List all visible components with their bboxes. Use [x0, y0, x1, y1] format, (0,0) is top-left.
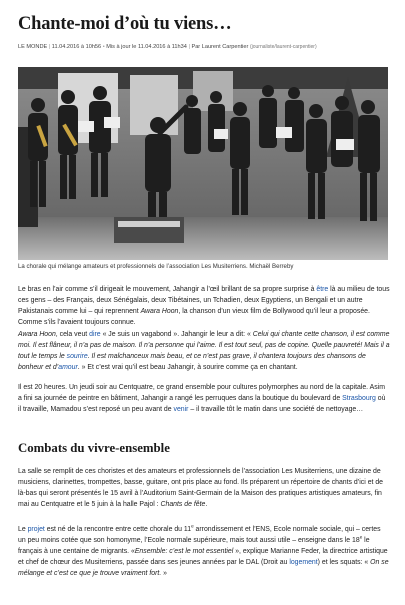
superscript: e — [359, 534, 363, 540]
text: , la chanson d’un vieux film de Bollywood qu’il leur a proposée. Comme s’ils l’avaient toujours connue. — [18, 308, 370, 326]
photo-caption: La chorale qui mélange amateurs et professionnels de l’association Les Musiterriens. Michaël Berreby — [18, 263, 294, 270]
quote: Ensemble: c’est le mot essentiel — [134, 548, 234, 555]
text: », explique Marianne Feder, la directrice artistique et chef de chœur des Musiterriens, passée dans ses jeunes années par le DAL (Droit au — [18, 548, 388, 566]
section-heading: Combats du vivre-ensemble — [18, 441, 170, 455]
text: . » Et c’est vrai qu’il est beau Jahangir, à sourire comme ça en chantant. — [77, 364, 298, 371]
text: est né de la rencontre entre cette chorale du 11 — [46, 526, 192, 533]
author-handle: (journaliste/laurent-carpentier) — [249, 44, 317, 50]
inline-link[interactable]: dire — [89, 331, 101, 338]
choir-photo — [18, 67, 388, 260]
inline-link[interactable]: être — [316, 286, 329, 293]
inline-link[interactable]: venir — [173, 406, 189, 413]
text: – il travaille tôt le matin dans une société de nettoyage… — [190, 406, 364, 413]
inline-link[interactable]: amour — [58, 364, 78, 371]
text: Le bras en l’air comme s’il dirigeait le mouvement, Jahangir a l’œil brillant de sa propre surprise à — [18, 286, 315, 293]
text: le français à une centaine de migrants. « — [18, 537, 370, 555]
inline-link[interactable]: Strasbourg — [342, 395, 376, 402]
text: « Je suis un vagabond ». Jahangir le leur a dit: « — [102, 331, 251, 338]
text: , cela veut — [55, 331, 88, 338]
article-title: Chante-moi d’où tu viens… — [18, 14, 232, 34]
text: arrondissement et l’ENS, Ecole normale sociale, qui – certes un peu moins cotée que son homonyme, l’Ecole normale supérieure, mais tout aussi utile – enseigne dans le 18 — [18, 526, 381, 544]
inline-link[interactable]: logement — [289, 559, 318, 566]
article-meta — [18, 44, 398, 50]
text: là au milieu de tous ces gens – des Français, deux Sénégalais, deux Tibétaines, un Tchadien, deux Egyptiens, un Bengali et un autre Pakistanais comme lui – qui reprennent — [18, 286, 390, 315]
event-title: Chants de fête — [160, 501, 206, 508]
text: Le — [18, 526, 26, 533]
paragraph-2 — [18, 329, 390, 373]
text: . — [205, 501, 208, 508]
text: La salle se remplit de ces choristes et des amateurs et professionnels de l’association Les Musiterriens, une dizaine de musiciens, clarinettes, trompettes, basse, guitare, ont pris place au fond. Ils préparent un répertoire de chants d’ici et de là-bas qui seront présentés le 15 avril à l’Auditorium Saint-Germain de la Maison des pratiques artistiques amateurs, fin mai au Centquatre et le 5 juin à la halle Pajol : — [18, 468, 384, 508]
inline-link[interactable]: sourire — [66, 353, 88, 360]
author-link[interactable]: Par Laurent Carpentier — [191, 44, 249, 50]
paragraph-4 — [18, 466, 390, 510]
paragraph-3 — [18, 382, 390, 415]
text: où il travaille, Mamadou s’est reposé un peu avant de — [18, 395, 386, 413]
update-date: Mis à jour le 11.04.2016 à 11h34 — [106, 44, 187, 50]
text: Il est 20 heures. Un jeudi soir au Centquatre, ce grand ensemble pour cultures polymorphes au nord de la capitale. Asim a fini sa journée de peintre en bâtiment, Jahangir a rangé les perruques dans la boutique du boulevard de — [18, 384, 385, 402]
paragraph-1 — [18, 284, 390, 328]
song-title: Awara Hoon — [18, 331, 56, 338]
text: » — [163, 570, 168, 577]
inline-link[interactable]: projet — [27, 526, 45, 533]
superscript: e — [191, 523, 194, 529]
text: ) et les squats: « — [317, 559, 369, 566]
meta-separator: • — [102, 44, 107, 50]
meta-separator: | — [188, 44, 192, 50]
quote: On se mélange et c’est ce que je trouve vraiment fort. — [18, 559, 389, 577]
quote: Celui qui chante cette chanson, il est comme moi. Il est flâneur, il n’a pas de maison. Il n’a personne qui l’aime. Il est tout seul, pas de copine. Quelle pauvreté! Mais il a tout le temps le — [18, 331, 390, 360]
publish-date: 11.04.2016 à 10h56 — [51, 44, 102, 50]
meta-separator: | — [48, 44, 52, 50]
song-title: Awara Hoon — [140, 308, 179, 315]
quote: . Il est malchanceux mais beau, et ce n’est pas grave, il chantera toujours des chansons de bonheur et d’ — [18, 353, 366, 371]
source-name: LE MONDE — [18, 44, 48, 50]
paragraph-5 — [18, 524, 390, 579]
